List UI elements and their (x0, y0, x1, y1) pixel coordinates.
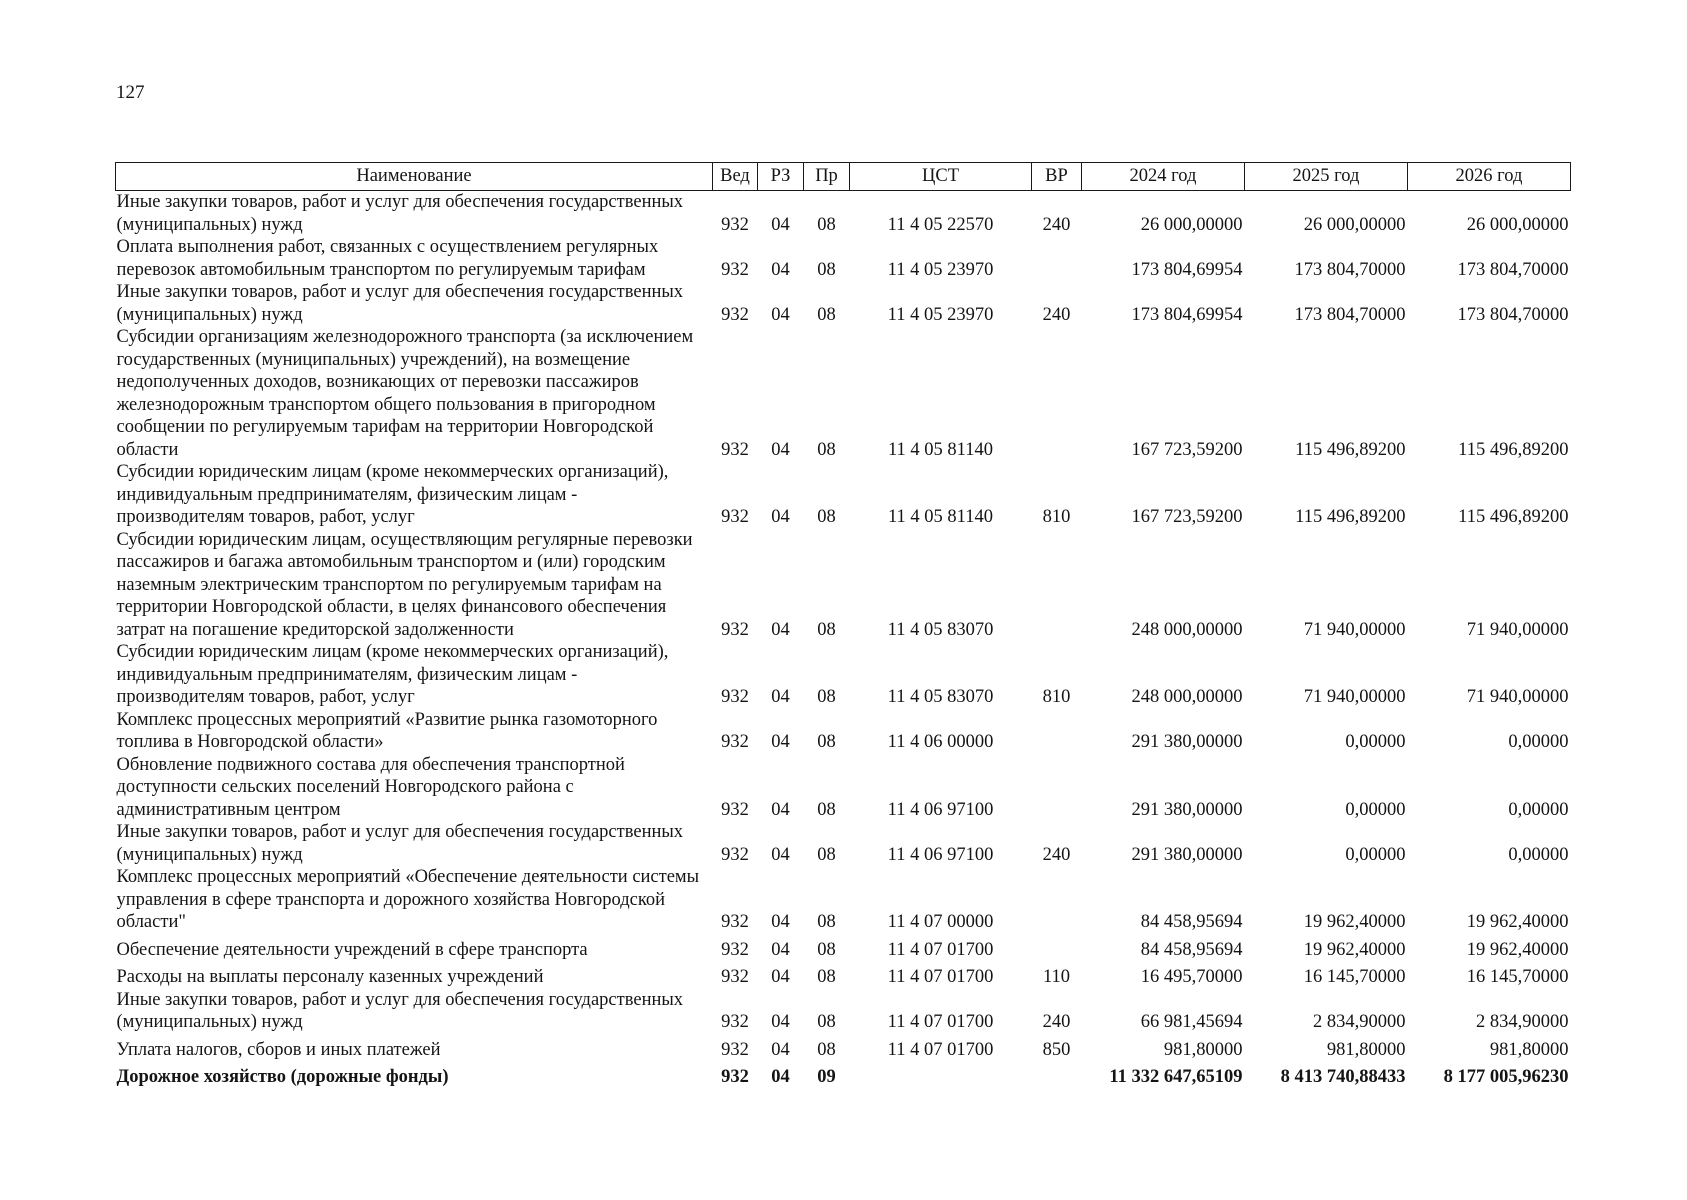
row-2026: 115 496,89200 (1458, 507, 1569, 527)
row-2026: 0,00000 (1508, 799, 1569, 820)
row-vr (1032, 934, 1082, 962)
row-rz: 04 (771, 619, 790, 640)
row-name: Расходы на выплаты персоналу казенных учреждений (116, 967, 544, 987)
row-2025: 26 000,00000 (1303, 214, 1406, 235)
row-ved: 932 (721, 1039, 749, 1060)
header-2024: 2024 год (1082, 163, 1245, 191)
row-vr: 810 (1042, 507, 1071, 527)
row-2026: 173 804,70000 (1457, 259, 1569, 280)
row-2024: 291 380,00000 (1131, 732, 1243, 752)
row-cst: 11 4 07 01700 (887, 1012, 994, 1032)
row-2026: 8 177 005,96230 (1443, 1067, 1569, 1087)
row-cst: 11 4 07 01700 (887, 1039, 994, 1060)
table-row (116, 191, 1571, 237)
row-2025: 19 962,40000 (1303, 939, 1406, 960)
header-vr: ВР (1032, 163, 1082, 191)
row-vr: 850 (1042, 1039, 1071, 1060)
table-row (116, 326, 1571, 461)
row-2024: 291 380,00000 (1131, 844, 1243, 865)
row-vr: 240 (1042, 304, 1071, 325)
row-pr: 08 (817, 732, 836, 752)
header-2026: 2026 год (1408, 163, 1571, 191)
row-2025: 0,00000 (1345, 844, 1406, 865)
header-2025: 2025 год (1245, 163, 1408, 191)
header-cst: ЦСТ (850, 163, 1032, 191)
row-2026: 0,00000 (1508, 732, 1569, 752)
row-ved: 932 (721, 1067, 749, 1087)
row-pr: 08 (817, 259, 836, 280)
row-name: Иные закупки товаров, работ и услуг для обеспечения государственных (муниципальных) нужд (116, 192, 684, 235)
row-rz: 04 (771, 1012, 790, 1032)
row-cst: 11 4 06 00000 (887, 732, 994, 752)
table-row-section-total (116, 1061, 1571, 1089)
row-2024: 981,80000 (1163, 1039, 1243, 1060)
row-pr: 08 (817, 1039, 836, 1060)
table-row (116, 641, 1571, 709)
row-pr: 08 (817, 507, 836, 527)
row-2024: 167 723,59200 (1131, 439, 1243, 460)
row-rz: 04 (771, 799, 790, 820)
row-rz: 04 (771, 967, 790, 987)
page-number: 127 (116, 82, 145, 103)
row-name: Иные закупки товаров, работ и услуг для обеспечения государственных (муниципальных) нужд (116, 989, 684, 1032)
row-ved: 932 (721, 619, 749, 640)
table-row (116, 529, 1571, 642)
row-vr: 810 (1042, 687, 1071, 707)
header-pr: Пр (804, 163, 850, 191)
row-2024: 16 495,70000 (1140, 967, 1243, 987)
row-2024: 173 804,69954 (1131, 304, 1243, 325)
row-name: Субсидии юридическим лицам (кроме некоммерческих организаций), индивидуальным предпринимателям, физическим лицам - производителям товаров, работ, услуг (116, 462, 669, 527)
row-rz: 04 (771, 214, 790, 235)
row-2026: 0,00000 (1508, 844, 1569, 865)
table-row (116, 1034, 1571, 1062)
row-ved: 932 (721, 687, 749, 707)
row-pr: 08 (817, 304, 836, 325)
row-ved: 932 (721, 1012, 749, 1032)
row-vr: 240 (1042, 844, 1071, 865)
table-row (116, 236, 1571, 281)
row-2025: 115 496,89200 (1295, 507, 1406, 527)
row-cst (850, 1061, 1032, 1089)
row-ved: 932 (721, 214, 749, 235)
row-pr: 08 (817, 214, 836, 235)
row-2026: 16 145,70000 (1466, 967, 1569, 987)
row-cst: 11 4 05 83070 (887, 619, 994, 640)
row-rz: 04 (771, 507, 790, 527)
row-2025: 0,00000 (1345, 799, 1406, 820)
row-vr (1032, 1061, 1082, 1089)
row-vr: 110 (1042, 967, 1071, 987)
row-name: Уплата налогов, сборов и иных платежей (116, 1039, 441, 1060)
row-ved: 932 (721, 732, 749, 752)
row-rz: 04 (771, 304, 790, 325)
row-rz: 04 (771, 939, 790, 960)
row-vr (1032, 866, 1082, 934)
row-ved: 932 (721, 967, 749, 987)
row-ved: 932 (721, 439, 749, 460)
table-row (116, 934, 1571, 962)
row-cst: 11 4 05 83070 (887, 687, 994, 707)
budget-table (115, 162, 1571, 1089)
row-name: Субсидии юридическим лицам (кроме некоммерческих организаций), индивидуальным предпринимателям, физическим лицам - производителям товаров, работ, услуг (116, 642, 669, 707)
row-2025: 71 940,00000 (1303, 687, 1406, 707)
header-rz: РЗ (758, 163, 804, 191)
row-2025: 16 145,70000 (1303, 967, 1406, 987)
row-2025: 8 413 740,88433 (1280, 1067, 1406, 1087)
row-2026: 19 962,40000 (1466, 912, 1569, 932)
row-pr: 08 (817, 844, 836, 865)
table-row (116, 821, 1571, 866)
table-row (116, 961, 1571, 989)
row-pr: 08 (817, 939, 836, 960)
row-rz: 04 (771, 259, 790, 280)
row-pr: 08 (817, 967, 836, 987)
table-row (116, 281, 1571, 326)
row-name: Комплекс процессных мероприятий «Обеспечение деятельности системы управления в сфере транспорта и дорожного хозяйства Новгородской области" (116, 867, 700, 932)
row-name: Обеспечение деятельности учреждений в сфере транспорта (116, 939, 588, 960)
row-2026: 981,80000 (1489, 1039, 1569, 1060)
row-2025: 0,00000 (1345, 732, 1406, 752)
row-2024: 84 458,95694 (1140, 912, 1243, 932)
row-cst: 11 4 05 23970 (887, 304, 994, 325)
row-name: Субсидии юридическим лицам, осуществляющим регулярные перевозки пассажиров и багажа автомобильным транспортом и (или) городским наземным электрическим транспортом по регулируемым тарифам на территории Новгородской области, в целях финансового обеспечения затрат на погашение кредиторской задолженности (116, 529, 693, 640)
row-2024: 167 723,59200 (1131, 507, 1243, 527)
row-name: Дорожное хозяйство (дорожные фонды) (116, 1067, 449, 1087)
row-name: Субсидии организациям железнодорожного транспорта (за исключением государственных (муниципальных) учреждений), на возмещение недополученных доходов, возникающих от перевозки пассажиров железнодорожным транспортом общего пользования в пригородном сообщении по регулируемым тарифам на территории Новгородской области (116, 327, 694, 460)
row-vr (1032, 709, 1082, 754)
table-row (116, 461, 1571, 529)
row-2024: 248 000,00000 (1131, 619, 1243, 640)
header-name: Наименование (116, 163, 713, 191)
row-2025: 173 804,70000 (1294, 304, 1406, 325)
row-2026: 19 962,40000 (1466, 939, 1569, 960)
row-cst: 11 4 07 00000 (887, 912, 994, 932)
row-vr (1032, 529, 1082, 642)
row-ved: 932 (721, 912, 749, 932)
row-2024: 173 804,69954 (1131, 259, 1243, 280)
row-ved: 932 (721, 799, 749, 820)
row-2025: 173 804,70000 (1294, 259, 1406, 280)
row-cst: 11 4 07 01700 (887, 939, 994, 960)
row-2026: 71 940,00000 (1466, 619, 1569, 640)
row-pr: 08 (817, 687, 836, 707)
row-2026: 115 496,89200 (1458, 439, 1569, 460)
row-2024: 84 458,95694 (1140, 939, 1243, 960)
row-2026: 71 940,00000 (1466, 687, 1569, 707)
row-ved: 932 (721, 844, 749, 865)
table-header (116, 163, 1571, 191)
row-2026: 26 000,00000 (1466, 214, 1569, 235)
row-pr: 08 (817, 799, 836, 820)
table-row (116, 754, 1571, 822)
row-vr: 240 (1042, 214, 1071, 235)
row-2024: 66 981,45694 (1140, 1012, 1243, 1032)
row-ved: 932 (721, 259, 749, 280)
row-2025: 2 834,90000 (1313, 1012, 1406, 1032)
row-rz: 04 (771, 1039, 790, 1060)
row-vr: 240 (1042, 1012, 1071, 1032)
row-ved: 932 (721, 507, 749, 527)
row-cst: 11 4 06 97100 (887, 799, 994, 820)
row-2024: 291 380,00000 (1131, 799, 1243, 820)
row-pr: 08 (817, 1012, 836, 1032)
row-rz: 04 (771, 844, 790, 865)
row-2025: 115 496,89200 (1295, 439, 1406, 460)
row-name: Иные закупки товаров, работ и услуг для обеспечения государственных (муниципальных) нужд (116, 282, 684, 325)
row-name: Иные закупки товаров, работ и услуг для обеспечения государственных (муниципальных) нужд (116, 822, 684, 865)
row-pr: 09 (817, 1067, 836, 1087)
row-pr: 08 (817, 439, 836, 460)
row-vr (1032, 326, 1082, 461)
row-cst: 11 4 05 81140 (887, 439, 993, 460)
row-ved: 932 (721, 939, 749, 960)
row-rz: 04 (771, 732, 790, 752)
row-2025: 981,80000 (1326, 1039, 1406, 1060)
row-2026: 2 834,90000 (1476, 1012, 1569, 1032)
row-rz: 04 (771, 912, 790, 932)
row-2024: 26 000,00000 (1140, 214, 1243, 235)
table-row (116, 709, 1571, 754)
row-ved: 932 (721, 304, 749, 325)
row-vr (1032, 236, 1082, 281)
row-cst: 11 4 07 01700 (887, 967, 994, 987)
row-name: Обновление подвижного состава для обеспечения транспортной доступности сельских поселений Новгородского района с административным центром (116, 754, 625, 820)
row-cst: 11 4 05 81140 (887, 507, 993, 527)
row-2026: 173 804,70000 (1457, 304, 1569, 325)
row-cst: 11 4 05 23970 (887, 259, 994, 280)
row-2024: 248 000,00000 (1131, 687, 1243, 707)
table-row (116, 866, 1571, 934)
row-name: Комплекс процессных мероприятий «Развитие рынка газомоторного топлива в Новгородской области» (116, 709, 658, 752)
header-ved: Вед (713, 163, 758, 191)
row-2025: 71 940,00000 (1303, 619, 1406, 640)
row-pr: 08 (817, 912, 836, 932)
row-rz: 04 (771, 1067, 790, 1087)
row-vr (1032, 754, 1082, 822)
row-cst: 11 4 05 22570 (887, 214, 994, 235)
row-2025: 19 962,40000 (1303, 912, 1406, 932)
row-name: Оплата выполнения работ, связанных с осуществлением регулярных перевозок автомобильным транспортом по регулируемым тарифам (116, 237, 659, 280)
row-rz: 04 (771, 439, 790, 460)
row-pr: 08 (817, 619, 836, 640)
row-rz: 04 (771, 687, 790, 707)
row-2024: 11 332 647,65109 (1109, 1067, 1243, 1087)
table-row (116, 989, 1571, 1034)
row-cst: 11 4 06 97100 (887, 844, 994, 865)
